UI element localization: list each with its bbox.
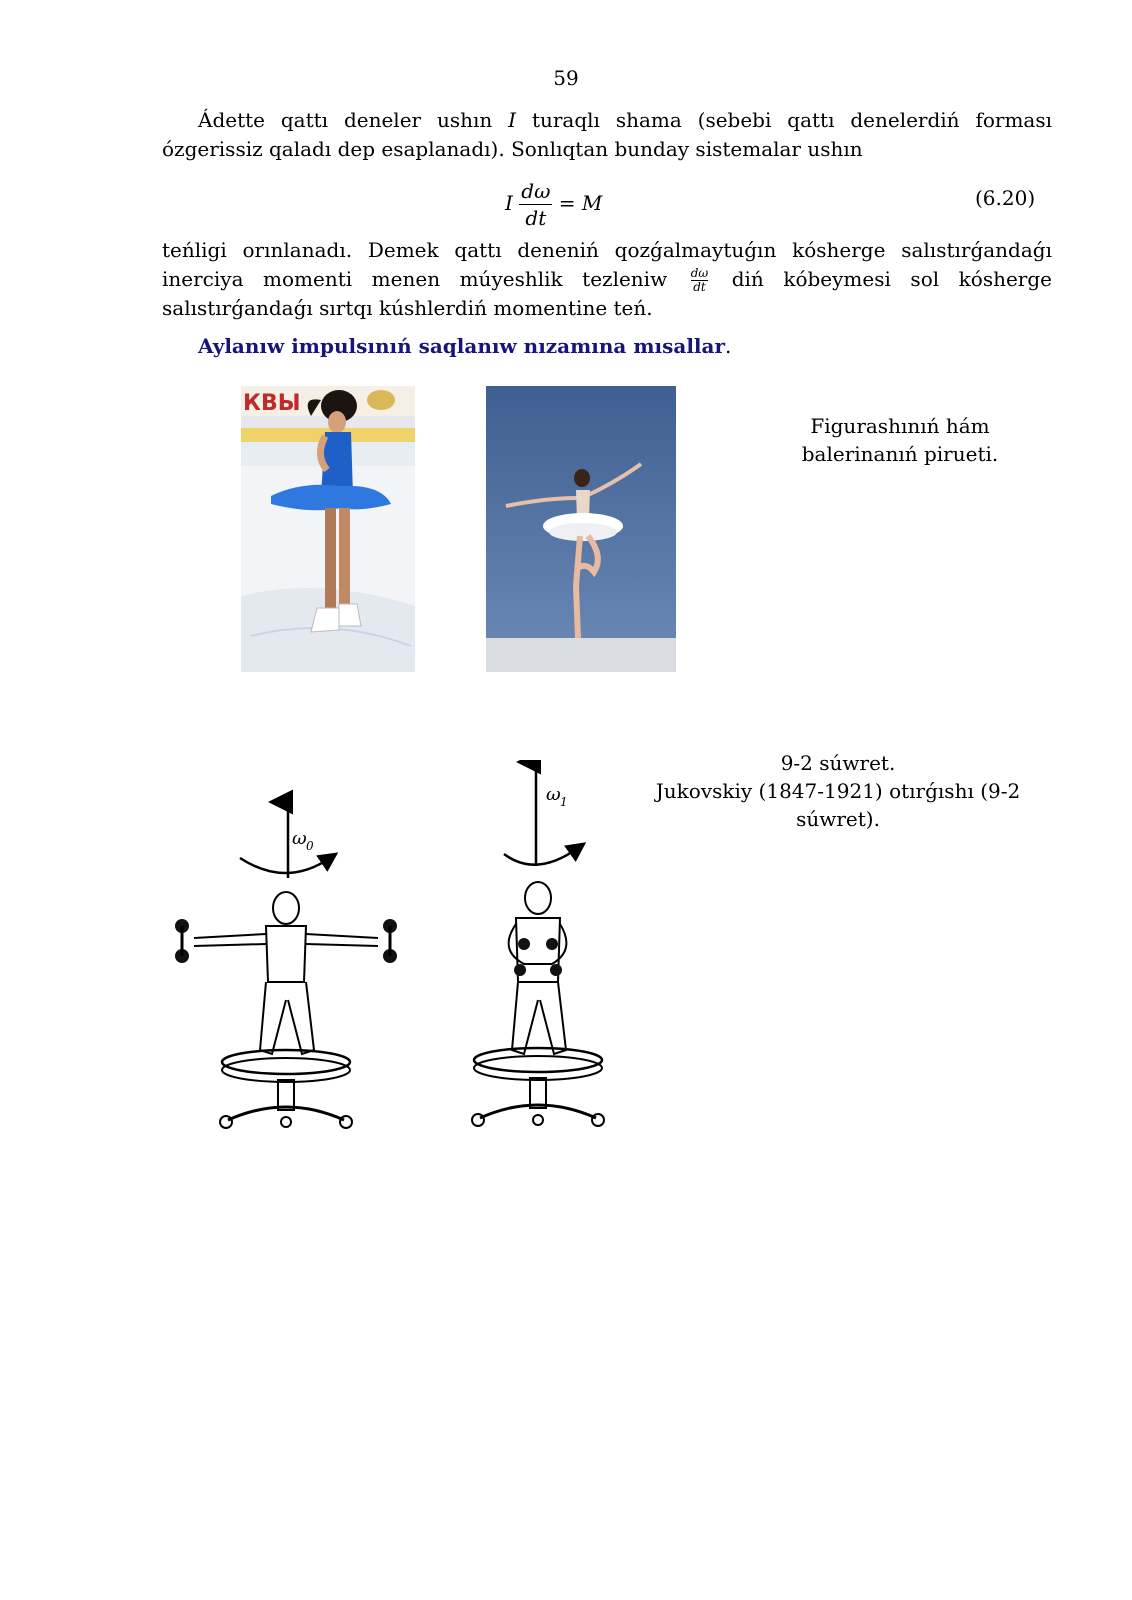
equation-rhs: = M bbox=[558, 191, 603, 215]
equation-number: (6.20) bbox=[975, 186, 1036, 210]
equation-6-20 bbox=[505, 178, 602, 231]
ballerina-image bbox=[486, 386, 676, 672]
section-heading bbox=[198, 334, 731, 358]
paragraph-explanation bbox=[162, 236, 1052, 323]
paragraph-explanation-start: teńligi orınlanadı. Demek qattı deneniń qozǵalmaytuǵın kósherge salıstırǵandaǵı inerciya momenti menen múyeshlik tezleniw bbox=[162, 238, 1052, 291]
zhukovsky-stool-image bbox=[168, 760, 618, 1160]
fraction-denominator: dt bbox=[693, 280, 706, 294]
right-figure-arms-folded bbox=[472, 762, 604, 1126]
caption-figure-9-2 bbox=[648, 749, 1028, 833]
ballerina-photo bbox=[486, 386, 676, 672]
angular-acceleration-fraction bbox=[691, 267, 708, 294]
zhukovsky-stool-diagram bbox=[168, 760, 618, 1160]
omega1-symbol: ω bbox=[546, 784, 561, 805]
page-number: 59 bbox=[553, 66, 579, 90]
arena-sign-text: КВЫ bbox=[243, 391, 301, 416]
paragraph-explanation-end: diń kóbeymesi sol kósherge salıstırǵandaǵı sırtqı kúshlerdiń momentine teń. bbox=[162, 267, 1052, 320]
omega0-subscript: 0 bbox=[306, 839, 314, 853]
equation-denominator: dt bbox=[525, 206, 547, 230]
left-figure-arms-extended bbox=[175, 802, 397, 1128]
paragraph-intro bbox=[162, 106, 1052, 164]
equation-lhs: I bbox=[505, 191, 513, 215]
figure-skater-photo bbox=[241, 386, 415, 672]
caption-pirouette-line2: balerinanıń pirueti. bbox=[801, 442, 999, 466]
caption-figure-line2: Jukovskiy (1847-1921) otırǵıshı (9-2 bbox=[655, 779, 1021, 803]
caption-figure-line3: súwret). bbox=[796, 807, 880, 831]
inertia-symbol: I bbox=[508, 108, 517, 132]
caption-figure-number: 9-2 súwret. bbox=[780, 751, 896, 775]
equation-fraction bbox=[519, 178, 552, 231]
omega0-symbol: ω bbox=[292, 828, 307, 849]
fraction-numerator: dω bbox=[690, 266, 709, 280]
caption-pirouette bbox=[780, 412, 1020, 468]
section-heading-period: . bbox=[725, 334, 732, 358]
omega1-subscript: 1 bbox=[560, 795, 568, 809]
paragraph-intro-text-end: turaqlı shama (sebebi qattı denelerdiń forması ózgerissiz qaladı dep esaplanadı). Sonlıqtan bunday sistemalar ushın bbox=[162, 108, 1052, 161]
equation-numerator: dω bbox=[521, 179, 551, 203]
section-heading-text: Aylanıw impulsınıń saqlanıw nızamına mısallar bbox=[198, 334, 726, 358]
caption-pirouette-line1: Figurashınıń hám bbox=[810, 414, 990, 438]
paragraph-intro-text-start: Ádette qattı deneler ushın bbox=[198, 108, 509, 132]
figure-skater-image bbox=[241, 386, 415, 672]
